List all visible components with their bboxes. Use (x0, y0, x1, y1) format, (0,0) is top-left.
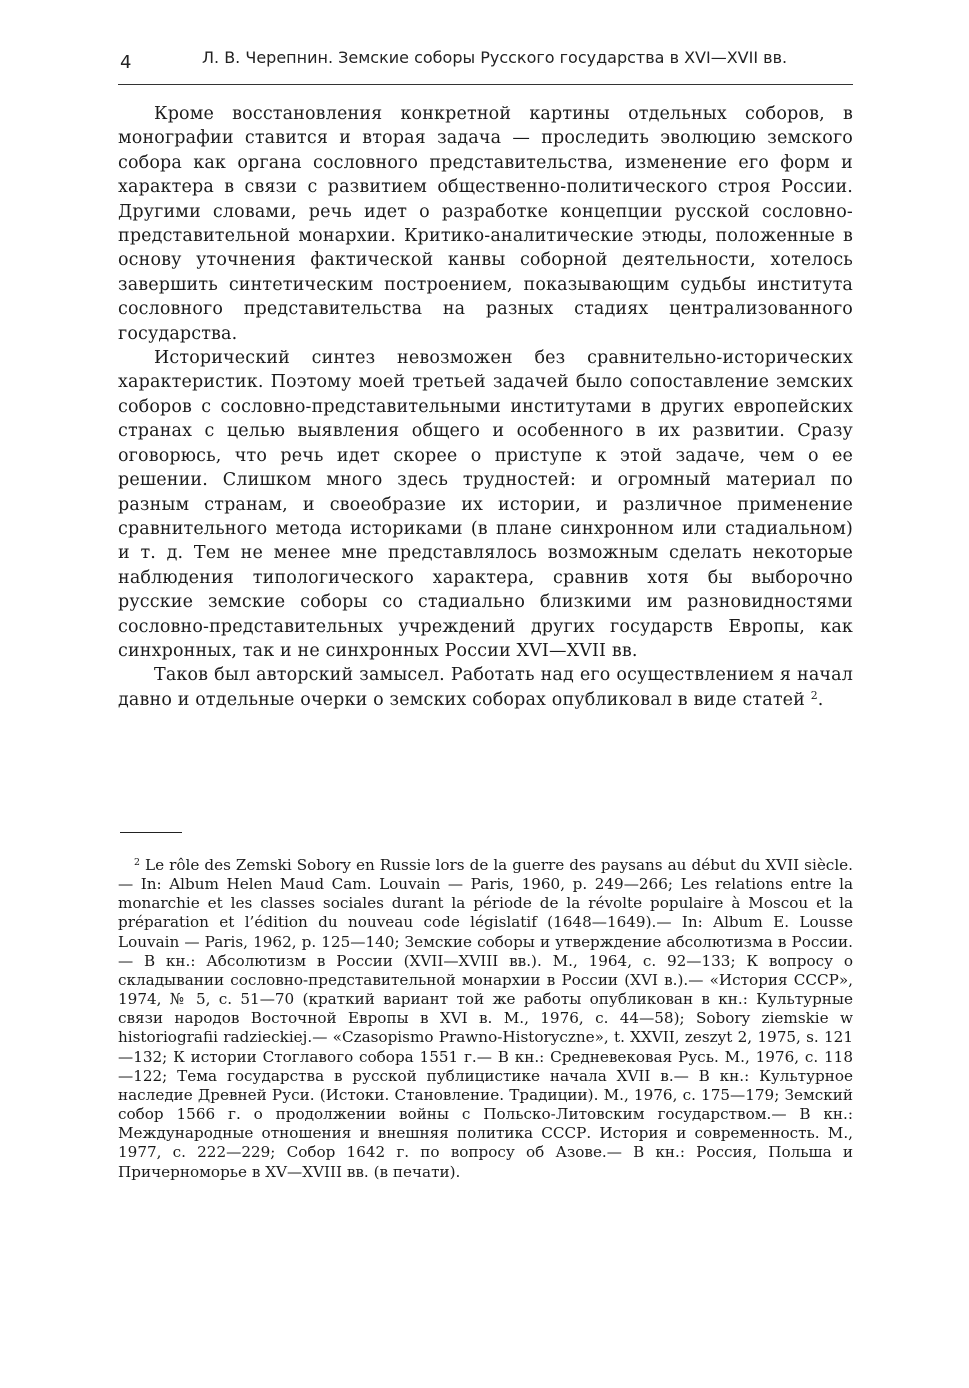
paragraph: Исторический синтез невозможен без сравнительно-исторических характеристик. Поэтому моей третьей задачей было сопоставление земских соборов с сословно-представительными институтами в других европейских странах с целью выявления общего и особенного в их развитии. Сразу оговорюсь, что речь идет скорее о приступе к этой задаче, чем о ее решении. Слишком много здесь трудностей: и огромный материал по разным странам, и своеобразие их истории, и различное применение сравнительного метода историками (в плане синхронном или стадиальном) и т. д. Тем не менее мне представлялось возможным сделать некоторые наблюдения типологического характера, сравнив хотя бы выборочно русские земские соборы со стадиально близкими им разновидностями сословно-представительных учреждений других государств Европы, как синхронных, так и не синхронных России XVI—XVII вв. (118, 348, 853, 661)
main-text (118, 102, 853, 712)
page-number: 4 (120, 52, 132, 73)
footnote-reference: 2 (810, 688, 818, 702)
footnote-marker: 2 (134, 856, 140, 868)
paragraph-text: Таков был авторский замысел. Работать над его осуществлением я начал давно и отдельные очерки о земских соборах опубликовал в виде статей (118, 665, 853, 710)
footnote (118, 856, 853, 1182)
paragraph: Таков был авторский замысел. Работать над его осуществлением я начал давно и отдельные очерки о земских соборах опубликовал в виде статей $^2$. (118, 665, 853, 710)
paragraph: Кроме восстановления конкретной картины отдельных соборов, в монографии ставится и вторая задача — проследить эволюцию земского собора как органа сословного представительства, изменение его форм и характера в связи с развитием общественно-политического строя России. Другими словами, речь идет о разработке концепции русской сословно-представительной монархии. Критико-аналитические этюды, положенные в основу уточнения фактической канвы соборной деятельности, хотелось завершить синтетическим построением, показывающим судьбы института сословного представительства на разных стадиях централизованного государства. (118, 104, 853, 344)
footnote-text: Le rôle des Zemski Sobory en Russie lors de la guerre des paysans au début du XVII siècle.— In: Album Helen Maud Cam. Louvain — Paris, 1960, p. 249—266; Les relations entre la monarchie et les classes sociales durant la période de la révolte populaire à Moscou et la préparation et l’édition du nouveau code législatif (1648—1649).— In: Album E. Lousse Louvain — Paris, 1962, p. 125—140; Земские соборы и утверждение абсолютизма в России.— В кн.: Абсолютизм в России (XVII—XVIII вв.). М., 1964, с. 92—133; К вопросу о складывании сословно-представительной монархии в России (XVI в.).— «История СССР», 1974, № 5, с. 51—70 (краткий вариант той же работы опубликован в кн.: Культурные связи народов Восточной Европы в XVI в. М., 1976, с. 44—58); Sobory ziemskie w historiografii radzieckiej.— «Czasopismo Prawno-Historyczne», t. XXVII, zeszyt 2, 1975, s. 121—132; К истории Стоглавого собора 1551 г.— В кн.: Средневековая Русь. М., 1976, с. 118—122; Тема государства в русской публицистике начала XVII в.— В кн.: Культурное наследие Древней Руси. (Истоки. Становление. Традиции). М., 1976, с. 175—179; Земский собор 1566 г. о продолжении войны с Польско-Литовским государством.— В кн.: Международные отношения и внешняя политика СССР. История и современность. М., 1977, с. 222—229; Собор 1642 г. по вопросу об Азове.— В кн.: Россия, Польша и Причерноморье в XV—XVIII вв. (в печати). (118, 856, 853, 1181)
running-head: Л. В. Черепнин. Земские соборы Русского государства в XVI—XVII вв. (202, 48, 788, 67)
page-header (118, 40, 853, 85)
footnote-divider (120, 832, 182, 833)
